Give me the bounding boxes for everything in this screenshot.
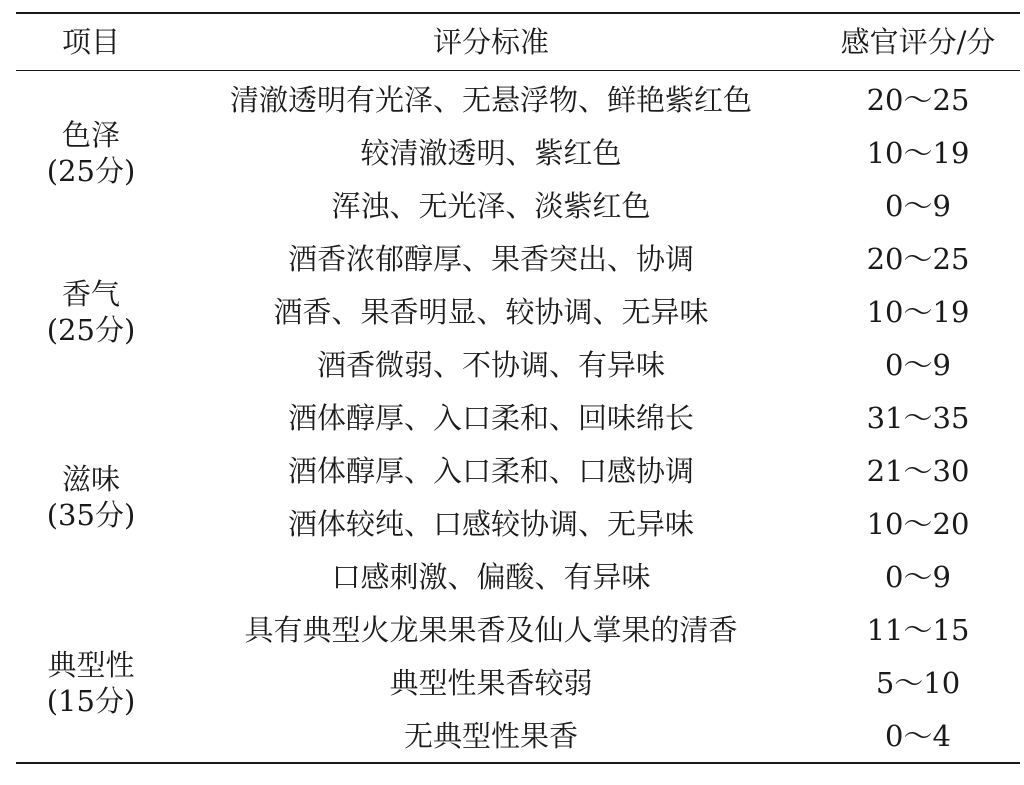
table-row (16, 391, 1020, 444)
table-row (16, 285, 1020, 338)
score-cell: 10～19 (866, 294, 970, 329)
sensory-evaluation-table (16, 12, 1020, 764)
criteria-cell: 酒香、果香明显、较协调、无异味 (273, 294, 709, 329)
score-cell: 21～30 (866, 453, 970, 488)
category-cell-taste (16, 391, 166, 603)
table-row (16, 497, 1020, 550)
header-score: 感官评分/分 (840, 25, 996, 59)
table-row (16, 338, 1020, 391)
category-cell-color (16, 71, 166, 233)
category-name: 香气 (61, 276, 120, 311)
table-header (16, 13, 1020, 71)
category-points: (15分) (46, 683, 136, 718)
score-cell: 5～10 (875, 665, 961, 700)
category-cell-typicality (16, 603, 166, 763)
category-cell-aroma (16, 232, 166, 391)
category-name: 典型性 (47, 647, 135, 682)
criteria-cell: 口感刺激、偏酸、有异味 (331, 559, 651, 594)
score-cell: 0～4 (885, 718, 951, 753)
criteria-cell: 酒体醇厚、入口柔和、口感协调 (287, 453, 694, 488)
header-criteria: 评分标准 (432, 25, 549, 59)
table-row (16, 126, 1020, 179)
score-cell: 20～25 (866, 241, 970, 276)
sensory-evaluation-table-container (16, 12, 1020, 764)
table-row (16, 232, 1020, 285)
category-name: 色泽 (61, 117, 120, 152)
category-points: (25分) (46, 312, 136, 347)
criteria-cell: 酒体较纯、口感较协调、无异味 (287, 506, 694, 541)
criteria-cell: 酒香浓郁醇厚、果香突出、协调 (287, 241, 694, 276)
table-row (16, 179, 1020, 232)
criteria-cell: 典型性果香较弱 (389, 665, 593, 700)
criteria-cell: 较清澈透明、紫红色 (360, 135, 622, 170)
table-body (16, 71, 1020, 764)
criteria-cell: 浑浊、无光泽、淡紫红色 (331, 188, 651, 223)
table-row (16, 603, 1020, 656)
category-points: (25分) (46, 153, 136, 188)
table-row (16, 71, 1020, 127)
category-points: (35分) (46, 498, 136, 532)
score-cell: 31～35 (866, 400, 970, 435)
score-cell: 20～25 (866, 82, 970, 117)
score-cell: 10～20 (866, 506, 970, 541)
score-cell: 0～9 (885, 559, 951, 594)
header-item: 项目 (61, 25, 120, 59)
table-row (16, 550, 1020, 603)
table-row (16, 444, 1020, 497)
criteria-cell: 清澈透明有光泽、无悬浮物、鲜艳紫红色 (229, 82, 752, 117)
criteria-cell: 无典型性果香 (403, 718, 578, 753)
criteria-cell: 具有典型火龙果果香及仙人掌果的清香 (244, 612, 738, 647)
category-name: 滋味 (61, 462, 120, 496)
score-cell: 11～15 (866, 612, 970, 647)
table-row (16, 656, 1020, 709)
criteria-cell: 酒体醇厚、入口柔和、回味绵长 (287, 400, 694, 435)
criteria-cell: 酒香微弱、不协调、有异味 (316, 347, 665, 382)
table-row (16, 709, 1020, 763)
score-cell: 10～19 (866, 135, 970, 170)
score-cell: 0～9 (885, 188, 951, 223)
score-cell: 0～9 (885, 347, 951, 382)
header-row (16, 13, 1020, 71)
